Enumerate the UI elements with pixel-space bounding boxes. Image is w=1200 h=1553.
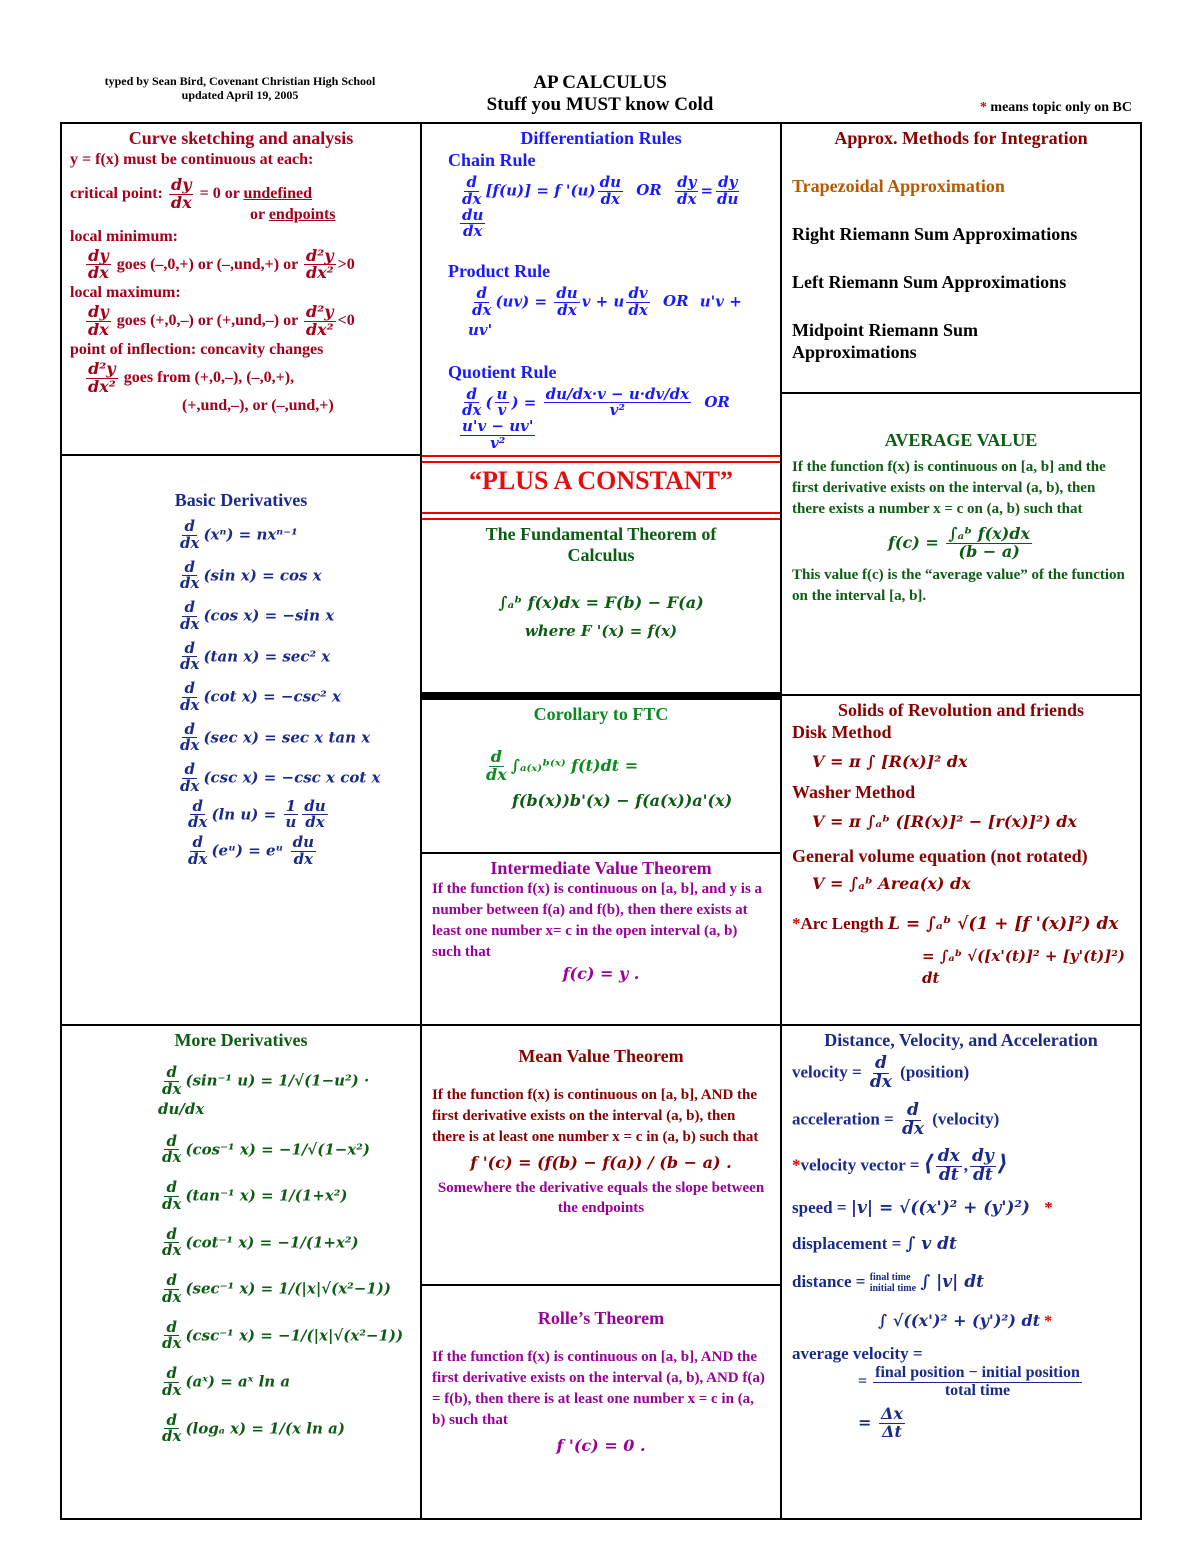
avg-velocity-label: average velocity = (792, 1344, 923, 1364)
avg-title: AVERAGE VALUE (884, 430, 1038, 450)
prod-alt: u'v + uv' (468, 292, 742, 339)
more-derivative-item (158, 1273, 410, 1306)
washer-label: Washer Method (792, 782, 916, 802)
basic-derivative-item (176, 681, 410, 714)
d-dx-frac: $\frac{d}{dx}$ (180, 760, 200, 795)
updated-line: updated April 19, 2005 (181, 88, 299, 102)
disp-eq: ∫ v dt (905, 1234, 957, 1255)
local-max-condition (70, 304, 412, 339)
d-dx-frac: $\frac{d}{dx}$ (162, 1131, 182, 1167)
basic-derivative-text: (tan x) = sec² x (203, 646, 331, 665)
more-derivative-item (158, 1180, 410, 1213)
speed-line (792, 1197, 1130, 1219)
d-dx-frac: $\frac{d}{dx}$ (180, 517, 200, 552)
curve-sketching-box (60, 122, 422, 456)
final-time-text: final time (869, 1272, 911, 1284)
bc-star: * (792, 914, 801, 933)
corollary-line2: f(b(x))b'(x) − f(a(x))a'(x) (512, 790, 733, 810)
washer-eq: V = π ∫ₐᵇ ([R(x)]² − [r(x)]²) dx (812, 812, 1077, 831)
corollary-line1-text: ∫ₐ₍ₓ₎ᵇ⁽ˣ⁾ f(t)dt = (510, 755, 639, 775)
subtitle-line: Stuff you MUST know Cold (486, 94, 714, 115)
more-derivative-item (158, 1131, 410, 1167)
quot-alt-den: v² (490, 433, 506, 452)
more-derivative-text: (cot⁻¹ x) = −1/(1+x²) (185, 1232, 359, 1251)
more-derivative-text: (sin⁻¹ u) = 1/√(1−u²) · du/dx (158, 1071, 370, 1118)
basic-derivative-text: (csc x) = −csc x cot x (203, 768, 381, 787)
product-rule-label: Product Rule (448, 261, 551, 281)
avg-vel-num: final position − initial position (875, 1364, 1080, 1382)
dist-eq2: ∫ √((x')² + (y')²) dt (878, 1311, 1041, 1331)
basic-derivative-list (176, 519, 410, 795)
bc-note: means topic only on BC (990, 100, 1132, 115)
ivt-box (420, 852, 782, 1026)
left-riemann-label: Left Riemann Sum Approximations (792, 272, 1067, 292)
more-derivative-text: (cos⁻¹ x) = −1/√(1−x²) (185, 1139, 370, 1158)
min-tail: >0 (337, 255, 355, 273)
d-dx-frac: $\frac{d}{dx}$ (162, 1271, 182, 1306)
d-dx-frac: $\frac{d}{dx}$ (180, 719, 200, 755)
midpoint-riemann-label: Midpoint Riemann Sum Approximations (792, 320, 979, 362)
basic-derivatives-box (60, 454, 422, 1026)
approx-title: Approx. Methods for Integration (834, 128, 1088, 148)
avg-text: If the function f(x) is continuous on [a, b] and the first derivative exists on the interval (a, b), then there exists a number x = c on (a, b) such that (792, 459, 1106, 517)
or-text: OR (663, 292, 689, 311)
general-volume-label: General volume equation (not rotated) (792, 846, 1088, 866)
inflection-condition (70, 358, 412, 396)
dy-dx-frac: $\frac{dy}{dx}$ (88, 302, 109, 339)
d-dx-frac: $\frac{d}{dx}$ (180, 679, 200, 714)
more-title: More Derivatives (174, 1030, 308, 1050)
mvt-box (420, 1024, 782, 1286)
trapezoidal-label: Trapezoidal Approximation (792, 176, 1005, 196)
position-text: (position) (900, 1062, 970, 1082)
initial-time-text: initial time (869, 1283, 917, 1295)
velocity-line: velocity = $\frac{d}{dx}$ (position) (792, 1053, 970, 1092)
bc-star: * (792, 1155, 801, 1175)
mvt-note: Somewhere the derivative equals the slope between the endpoints (437, 1180, 765, 1216)
ivt-eq: f(c) = y . (562, 964, 640, 983)
avg-eq (792, 526, 1130, 561)
vel2-text: (velocity) (932, 1108, 1000, 1128)
acceleration-line: acceleration = $\frac{d}{dx}$ (velocity) (792, 1099, 1000, 1139)
basic-derivative-item (176, 557, 410, 593)
average-value-box (780, 392, 1142, 696)
d-dx-frac: $\frac{d}{dx}$ (162, 1063, 182, 1098)
ftc-title: The Fundamental Theorem of Calculus (485, 524, 717, 565)
vvec-label: velocity vector = (800, 1155, 920, 1175)
quotient-rule-label: Quotient Rule (448, 361, 557, 382)
plus-rule-top (420, 455, 782, 457)
d2y-dx2-frac: $\frac{\text{d²y}}{\text{dx²}}$ (305, 302, 334, 339)
basic-derivative-item (176, 600, 410, 633)
delta-x: Δx (880, 1403, 903, 1423)
poi-goes: goes from (+,0,–), (–,0,+), (123, 368, 295, 386)
max-goes: goes (+,0,–) or (+,und,–) or (116, 312, 298, 330)
displacement-line (792, 1233, 1130, 1255)
basic-title: Basic Derivatives (174, 490, 308, 510)
or-text: or (250, 205, 265, 223)
avg-lhs: f(c) = (888, 532, 939, 552)
more-derivative-text: (csc⁻¹ x) = −1/(|x|√(x²−1)) (185, 1325, 404, 1344)
basic-derivative-text: (xⁿ) = nxⁿ⁻¹ (203, 525, 298, 544)
crit-mid: = 0 or (199, 184, 240, 202)
avg-den: (b − a) (958, 541, 1020, 561)
dy-dx-frac: $\frac{dy}{dx}$ (88, 245, 109, 283)
product-rule-eq: $\frac{d}{dx}$ (uv) = $\frac{du}{dx}$ v + u $\frac{dv}{dx}$ OR u'v + uv' (468, 284, 742, 339)
bc-star: * (1044, 1313, 1053, 1331)
more-derivative-item (158, 1317, 410, 1353)
corollary-line1: $\frac{d}{dx}$ ∫ₐ₍ₓ₎ᵇ⁽ˣ⁾ f(t)dt = (486, 747, 639, 784)
plus-rule-bot2 (420, 518, 782, 520)
speed-eq: |v| = √((x')² + (y')²) (850, 1198, 1030, 1219)
curve-title: Curve sketching and analysis (128, 128, 354, 148)
solids-box (780, 694, 1142, 1026)
rolle-text: If the function f(x) is continuous on [a, b], AND the first derivative exists on the interval (a, b), AND f(a) = f(b), then there is at least one number x = c in (a, b) such that (432, 1349, 765, 1428)
d-dx-frac: $\frac{d}{dx}$ (162, 1410, 182, 1446)
arc-eq: L = ∫ₐᵇ √(1 + [f '(x)]²) dx (888, 914, 1119, 934)
disk-eq: V = π ∫ [R(x)]² dx (812, 752, 968, 771)
plus-rule-top2 (420, 461, 782, 463)
basic-derivative-item (176, 519, 410, 552)
exp-lhs: (eᵘ) = eᵘ (211, 841, 284, 860)
quot-alt-num: u'v − uv' (462, 417, 534, 435)
arc-label: Arc Length (800, 914, 884, 933)
more-derivative-text: (aˣ) = aˣ ln a (185, 1372, 291, 1391)
dist-label: distance = (792, 1272, 866, 1292)
bc-legend (980, 100, 1132, 116)
arc-length-line (792, 913, 1130, 935)
solids-title: Solids of Revolution and friends (837, 700, 1085, 720)
quotient-rule-eq: $\frac{d}{dx}$ ( $\frac{u}{v}$ ) = $\frac{du/dx\cdot v - u\cdot dv/dx}{\text{v²}}$ OR $\frac{u'v - uv'}{\text{v²}}$ (462, 384, 730, 452)
plus-rule-bot (420, 512, 782, 514)
d-dx-frac: $\frac{d}{dx}$ (180, 598, 200, 633)
bc-star: * (979, 100, 987, 115)
more-derivative-item (158, 1224, 410, 1260)
more-derivative-item (158, 1366, 410, 1399)
title-line: AP CALCULUS (533, 72, 667, 93)
min-goes: goes (–,0,+) or (–,und,+) or (116, 255, 298, 273)
rolle-title: Rolle’s Theorem (537, 1308, 665, 1328)
ln-derivative: $\frac{d}{dx}$ (ln u) = $\frac{1}{u}$ $\frac{du}{dx}$ (188, 796, 326, 832)
ivt-title: Intermediate Value Theorem (490, 858, 712, 878)
avg-num: ∫ₐᵇ f(x)dx (948, 524, 1030, 543)
d-dx-frac: $\frac{d}{dx}$ (162, 1178, 182, 1213)
or-text: OR (704, 392, 730, 411)
page-title (440, 72, 760, 116)
plus-a-constant: “PLUS A CONSTANT” (469, 466, 733, 495)
dva-box (780, 1024, 1142, 1520)
distance-line-2 (878, 1310, 1130, 1333)
exp-derivative: $\frac{d}{dx}$ (eᵘ) = eᵘ $\frac{du}{dx}$ (188, 833, 314, 868)
basic-derivative-item (176, 762, 410, 795)
basic-derivative-text: (sin x) = cos x (203, 565, 322, 584)
ln-lhs: (ln u) = (211, 804, 277, 823)
disk-label: Disk Method (792, 722, 892, 742)
d-dx-frac: $\frac{d}{dx}$ (180, 557, 200, 593)
avg-velocity-delta: = $\frac{\Delta x}{\Delta t}$ (858, 1403, 903, 1441)
velocity-label: velocity = (792, 1062, 862, 1082)
more-derivative-text: (logₐ x) = 1/(x ln a) (185, 1418, 345, 1437)
diff-rules-box (420, 122, 782, 456)
local-min-label: local minimum: (70, 227, 178, 245)
bc-star: * (1044, 1198, 1053, 1218)
d-dx-frac: $\frac{d}{dx}$ (180, 638, 200, 674)
rolle-eq: f '(c) = 0 . (556, 1436, 646, 1455)
d-dx-frac: $\frac{d}{dx}$ (162, 1364, 182, 1399)
chain-rule-eq: $\frac{d}{dx}$ [f(u)] = f '(u) $\frac{du}{dx}$ OR $\frac{dy}{dx}$ = $\frac{dy}{du}$ $\frac{du}{dx}$ (462, 173, 739, 241)
approx-box (780, 122, 1142, 394)
curve-continuity: y = f(x) must be continuous at each: (70, 151, 314, 168)
author-line: typed by Sean Bird, Covenant Christian High School (104, 74, 376, 88)
delta-t: Δt (882, 1421, 902, 1441)
crit-label: critical point: (70, 184, 163, 202)
arc-eq-2: = ∫ₐᵇ √([x'(t)]² + [y'(t)]²) dt (922, 947, 1125, 987)
corollary-title: Corollary to FTC (533, 704, 669, 724)
d2y-dx2-frac: $\frac{\text{d²y}}{\text{dx²}}$ (88, 358, 116, 396)
mvt-text: If the function f(x) is continuous on [a, b], AND the first derivative exists on the interval (a, b), then there is at least one number x = c in (a, b) such that (432, 1087, 759, 1145)
max-tail: <0 (337, 312, 355, 330)
diff-title: Differentiation Rules (520, 128, 682, 148)
ivt-text: If the function f(x) is continuous on [a, b], and y is a number between f(a) and f(b), then there exists at least one number x= c in the open interval (a, b) such that (432, 881, 763, 960)
d-dx-frac: $\frac{d}{dx}$ (162, 1224, 182, 1260)
endpoints-text: endpoints (268, 205, 336, 223)
rolle-box (420, 1284, 782, 1520)
undefined-text: undefined (243, 184, 313, 202)
basic-derivative-text: (cot x) = −csc² x (203, 687, 341, 706)
general-volume-eq: V = ∫ₐᵇ Area(x) dx (812, 874, 971, 893)
chain-rule-label: Chain Rule (448, 150, 536, 170)
avg-velocity-eq: = $\frac{\text{final position − initial position}}{\text{total time}}$ (858, 1364, 1080, 1399)
ftc-box (420, 524, 782, 692)
basic-derivative-item (176, 638, 410, 674)
more-derivative-text: (tan⁻¹ x) = 1/(1+x²) (185, 1186, 348, 1205)
inflection-condition-2: (+,und,–), or (–,und,+) (182, 397, 334, 415)
mvt-eq: f '(c) = (f(b) − f(a)) / (b − a) . (470, 1153, 732, 1172)
more-derivative-list (158, 1065, 410, 1445)
basic-derivative-text: (cos x) = −sin x (203, 606, 335, 625)
basic-derivative-text: (sec x) = sec x tan x (203, 727, 371, 746)
disp-label: displacement = (792, 1234, 902, 1254)
chain-eq-text: [f(u)] = f '(u) (485, 181, 596, 200)
basic-derivative-item (176, 719, 410, 755)
corollary-box (420, 698, 782, 854)
right-riemann-label: Right Riemann Sum Approximations (792, 224, 1078, 244)
distance-line (792, 1271, 1130, 1294)
dist-eq: ∫ |v| dt (920, 1272, 984, 1293)
accel-label: acceleration = (792, 1108, 894, 1128)
ftc-where: where F '(x) = f(x) (524, 622, 678, 640)
more-derivatives-box (60, 1024, 422, 1520)
dva-title: Distance, Velocity, and Acceleration (824, 1030, 1098, 1050)
more-derivative-item (158, 1410, 410, 1446)
velocity-vector-line: *velocity vector = ⟨ $\frac{dx}{dt}$ , $\frac{dy}{dt}$ ⟩ (792, 1146, 1008, 1186)
avg-vel-den: total time (944, 1381, 1011, 1399)
or-text: OR (636, 181, 662, 200)
speed-label: speed = (792, 1198, 847, 1218)
dy-dx-frac: $\frac{dy}{dx}$ (170, 175, 192, 212)
inflection-label: point of inflection: concavity changes (70, 340, 324, 358)
ftc-eq: ∫ₐᵇ f(x)dx = F(b) − F(a) (498, 593, 704, 612)
local-min-condition (70, 245, 412, 283)
mvt-title: Mean Value Theorem (518, 1046, 684, 1066)
d2y-dx2-frac: $\frac{\text{d²y}}{\text{dx²}}$ (305, 245, 334, 283)
local-max-label: local maximum: (70, 284, 181, 302)
author-note (80, 74, 400, 102)
more-derivative-text: (sec⁻¹ x) = 1/(|x|√(x²−1)) (185, 1279, 391, 1298)
d-dx-frac: $\frac{d}{dx}$ (162, 1317, 182, 1353)
avg-after: This value f(c) is the “average value” of the function on the interval [a, b]. (792, 566, 1125, 604)
more-derivative-item (158, 1065, 410, 1120)
